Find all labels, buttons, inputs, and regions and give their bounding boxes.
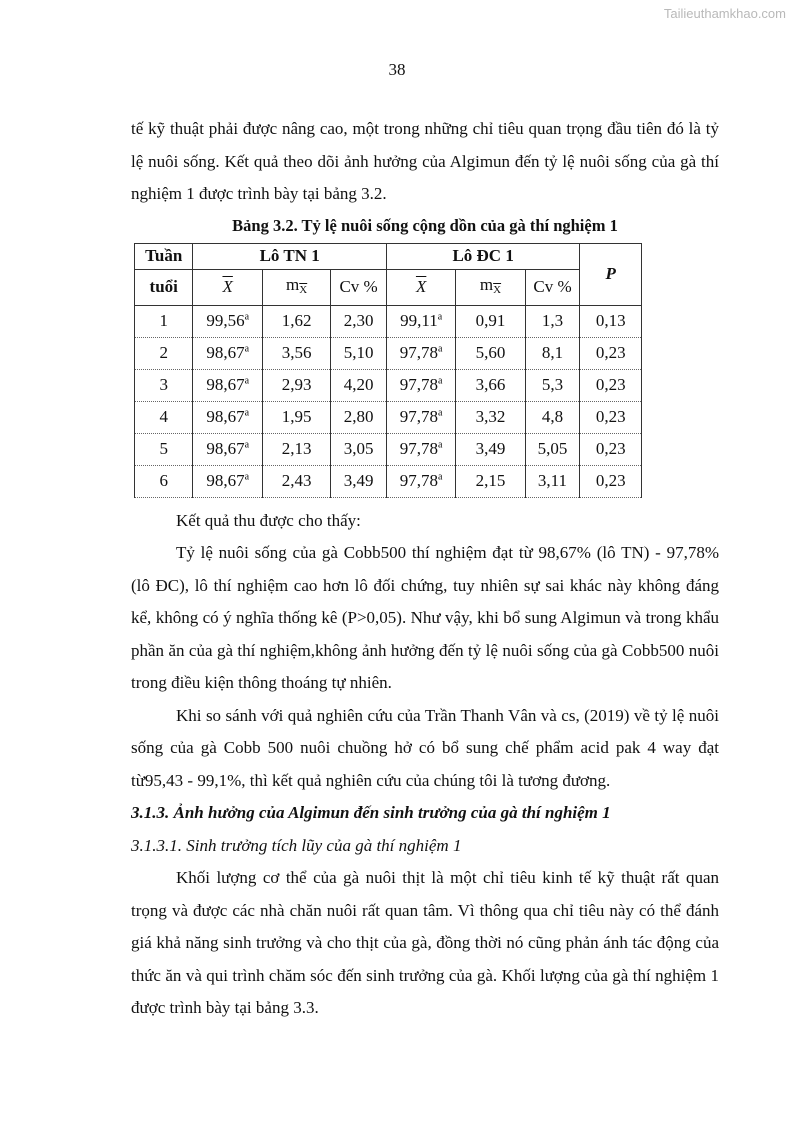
cell-dc-sem: 3,66 — [456, 369, 525, 401]
cell-p: 0,23 — [580, 337, 642, 369]
result-paragraph-2: Khi so sánh với quả nghiên cứu của Trần Thanh Vân và cs, (2019) về tỷ lệ nuôi sống của gà Cobb 500 nuôi chuồng hở có bổ sung chế phẩm acid pak 4 way đạt từ95,43 - 99,1%, thì kết quả nghiên cứu của chúng tôi là tương đương. — [131, 705, 719, 790]
cell-p: 0,23 — [580, 465, 642, 497]
cell-dc-sem: 3,32 — [456, 401, 525, 433]
cell-p: 0,23 — [580, 433, 642, 465]
cell-dc-cv: 3,11 — [525, 465, 580, 497]
cell-p: 0,23 — [580, 369, 642, 401]
cell-week: 5 — [135, 433, 193, 465]
cell-p: 0,23 — [580, 401, 642, 433]
intro-paragraph: tế kỹ thuật phải được nâng cao, một trong những chỉ tiêu quan trọng đầu tiên đó là tỷ lệ nuôi sống. Kết quả theo dõi ảnh hưởng của Algimun đến tỷ lệ nuôi sống của gà thí nghiệm 1 được trình bày tại bảng 3.2. — [131, 119, 719, 203]
cell-p: 0,13 — [580, 305, 642, 337]
page-content — [131, 113, 719, 1025]
table-row — [135, 369, 642, 401]
table-row — [135, 401, 642, 433]
cell-week: 3 — [135, 369, 193, 401]
cell-tn-mean: 98,67$^a$ — [193, 369, 262, 401]
cell-dc-cv: 4,8 — [525, 401, 580, 433]
cell-dc-cv: 8,1 — [525, 337, 580, 369]
header-tn-sem: $m\overline{X}$ — [262, 269, 330, 305]
cell-dc-sem: 3,49 — [456, 433, 525, 465]
header-dc-mean: $\overline{X}$ — [386, 269, 455, 305]
subsection-heading: 3.1.3.1. Sinh trưởng tích lũy của gà thí nghiệm 1 — [131, 835, 462, 855]
watermark: Tailieuthamkhao.com — [663, 6, 786, 21]
cell-tn-cv: 3,05 — [331, 433, 387, 465]
table-row — [135, 337, 642, 369]
result-paragraph-1: Tỷ lệ nuôi sống của gà Cobb500 thí nghiệm đạt từ 98,67% (lô TN) - 97,78% (lô ĐC), lô thí nghiệm cao hơn lô đối chứng, tuy nhiên sự sai khác này không đáng kể, không có ý nghĩa thống kê (P>0,05). Như vậy, khi bổ sung Algimun và trong khẩu phần ăn của gà thí nghiệm,không ảnh hưởng đến tỷ lệ nuôi sống của gà Cobb500 nuôi trong điều kiện thông thoáng tự nhiên. — [131, 543, 719, 692]
cell-dc-mean: 97,78$^a$ — [386, 401, 455, 433]
cell-week: 4 — [135, 401, 193, 433]
header-tn-mean: $\overline{X}$ — [193, 269, 262, 305]
growth-paragraph: Khối lượng cơ thể của gà nuôi thịt là một chỉ tiêu kinh tế kỹ thuật rất quan trọng và được các nhà chăn nuôi rất quan tâm. Vì thông qua chỉ tiêu này có thể đánh giá khả năng sinh trưởng và cho thịt của gà, đồng thời nó cũng phản ánh tác động của thức ăn và qui trình chăm sóc đến sinh trưởng của gà. Khối lượng của gà thí nghiệm 1 được trình bày tại bảng 3.3. — [131, 868, 719, 1017]
cell-dc-mean: 97,78$^a$ — [386, 337, 455, 369]
cell-tn-mean: 98,67$^a$ — [193, 433, 262, 465]
section-heading: 3.1.3. Ảnh hưởng của Algimun đến sinh trưởng của gà thí nghiệm 1 — [131, 803, 611, 822]
cell-dc-mean: 97,78$^a$ — [386, 433, 455, 465]
cell-dc-sem: 5,60 — [456, 337, 525, 369]
survival-table — [134, 243, 642, 498]
header-dc-cv: Cv % — [525, 269, 580, 305]
cell-week: 2 — [135, 337, 193, 369]
cell-tn-sem: 2,43 — [262, 465, 330, 497]
cell-tn-mean: 98,67$^a$ — [193, 337, 262, 369]
header-group-tn: Lô TN 1 — [193, 243, 386, 269]
cell-week: 1 — [135, 305, 193, 337]
cell-tn-mean: 98,67$^a$ — [193, 465, 262, 497]
table-row — [135, 305, 642, 337]
cell-tn-sem: 2,13 — [262, 433, 330, 465]
cell-dc-mean: 97,78$^a$ — [386, 465, 455, 497]
cell-tn-sem: 2,93 — [262, 369, 330, 401]
cell-dc-mean: 99,11$^a$ — [386, 305, 455, 337]
cell-tn-mean: 99,56$^a$ — [193, 305, 262, 337]
cell-tn-cv: 2,30 — [331, 305, 387, 337]
header-age-line2: tuổi — [135, 269, 193, 305]
cell-tn-cv: 3,49 — [331, 465, 387, 497]
cell-tn-sem: 1,95 — [262, 401, 330, 433]
header-tn-cv: Cv % — [331, 269, 387, 305]
cell-dc-cv: 5,05 — [525, 433, 580, 465]
cell-tn-mean: 98,67$^a$ — [193, 401, 262, 433]
cell-dc-sem: 2,15 — [456, 465, 525, 497]
cell-dc-cv: 5,3 — [525, 369, 580, 401]
cell-dc-mean: 97,78$^a$ — [386, 369, 455, 401]
cell-week: 6 — [135, 465, 193, 497]
cell-dc-cv: 1,3 — [525, 305, 580, 337]
result-intro: Kết quả thu được cho thấy: — [176, 510, 361, 530]
header-p: P — [580, 243, 642, 305]
table-row — [135, 465, 642, 497]
table-caption: Bảng 3.2. Tỷ lệ nuôi sống cộng dồn của gà thí nghiệm 1 — [232, 215, 618, 235]
cell-dc-sem: 0,91 — [456, 305, 525, 337]
cell-tn-cv: 4,20 — [331, 369, 387, 401]
header-dc-sem: $m\overline{X}$ — [456, 269, 525, 305]
cell-tn-sem: 3,56 — [262, 337, 330, 369]
cell-tn-cv: 5,10 — [331, 337, 387, 369]
page-number: 38 — [388, 60, 406, 79]
cell-tn-cv: 2,80 — [331, 401, 387, 433]
header-group-dc: Lô ĐC 1 — [386, 243, 579, 269]
table-row — [135, 433, 642, 465]
header-age-line1: Tuần — [135, 243, 193, 269]
cell-tn-sem: 1,62 — [262, 305, 330, 337]
